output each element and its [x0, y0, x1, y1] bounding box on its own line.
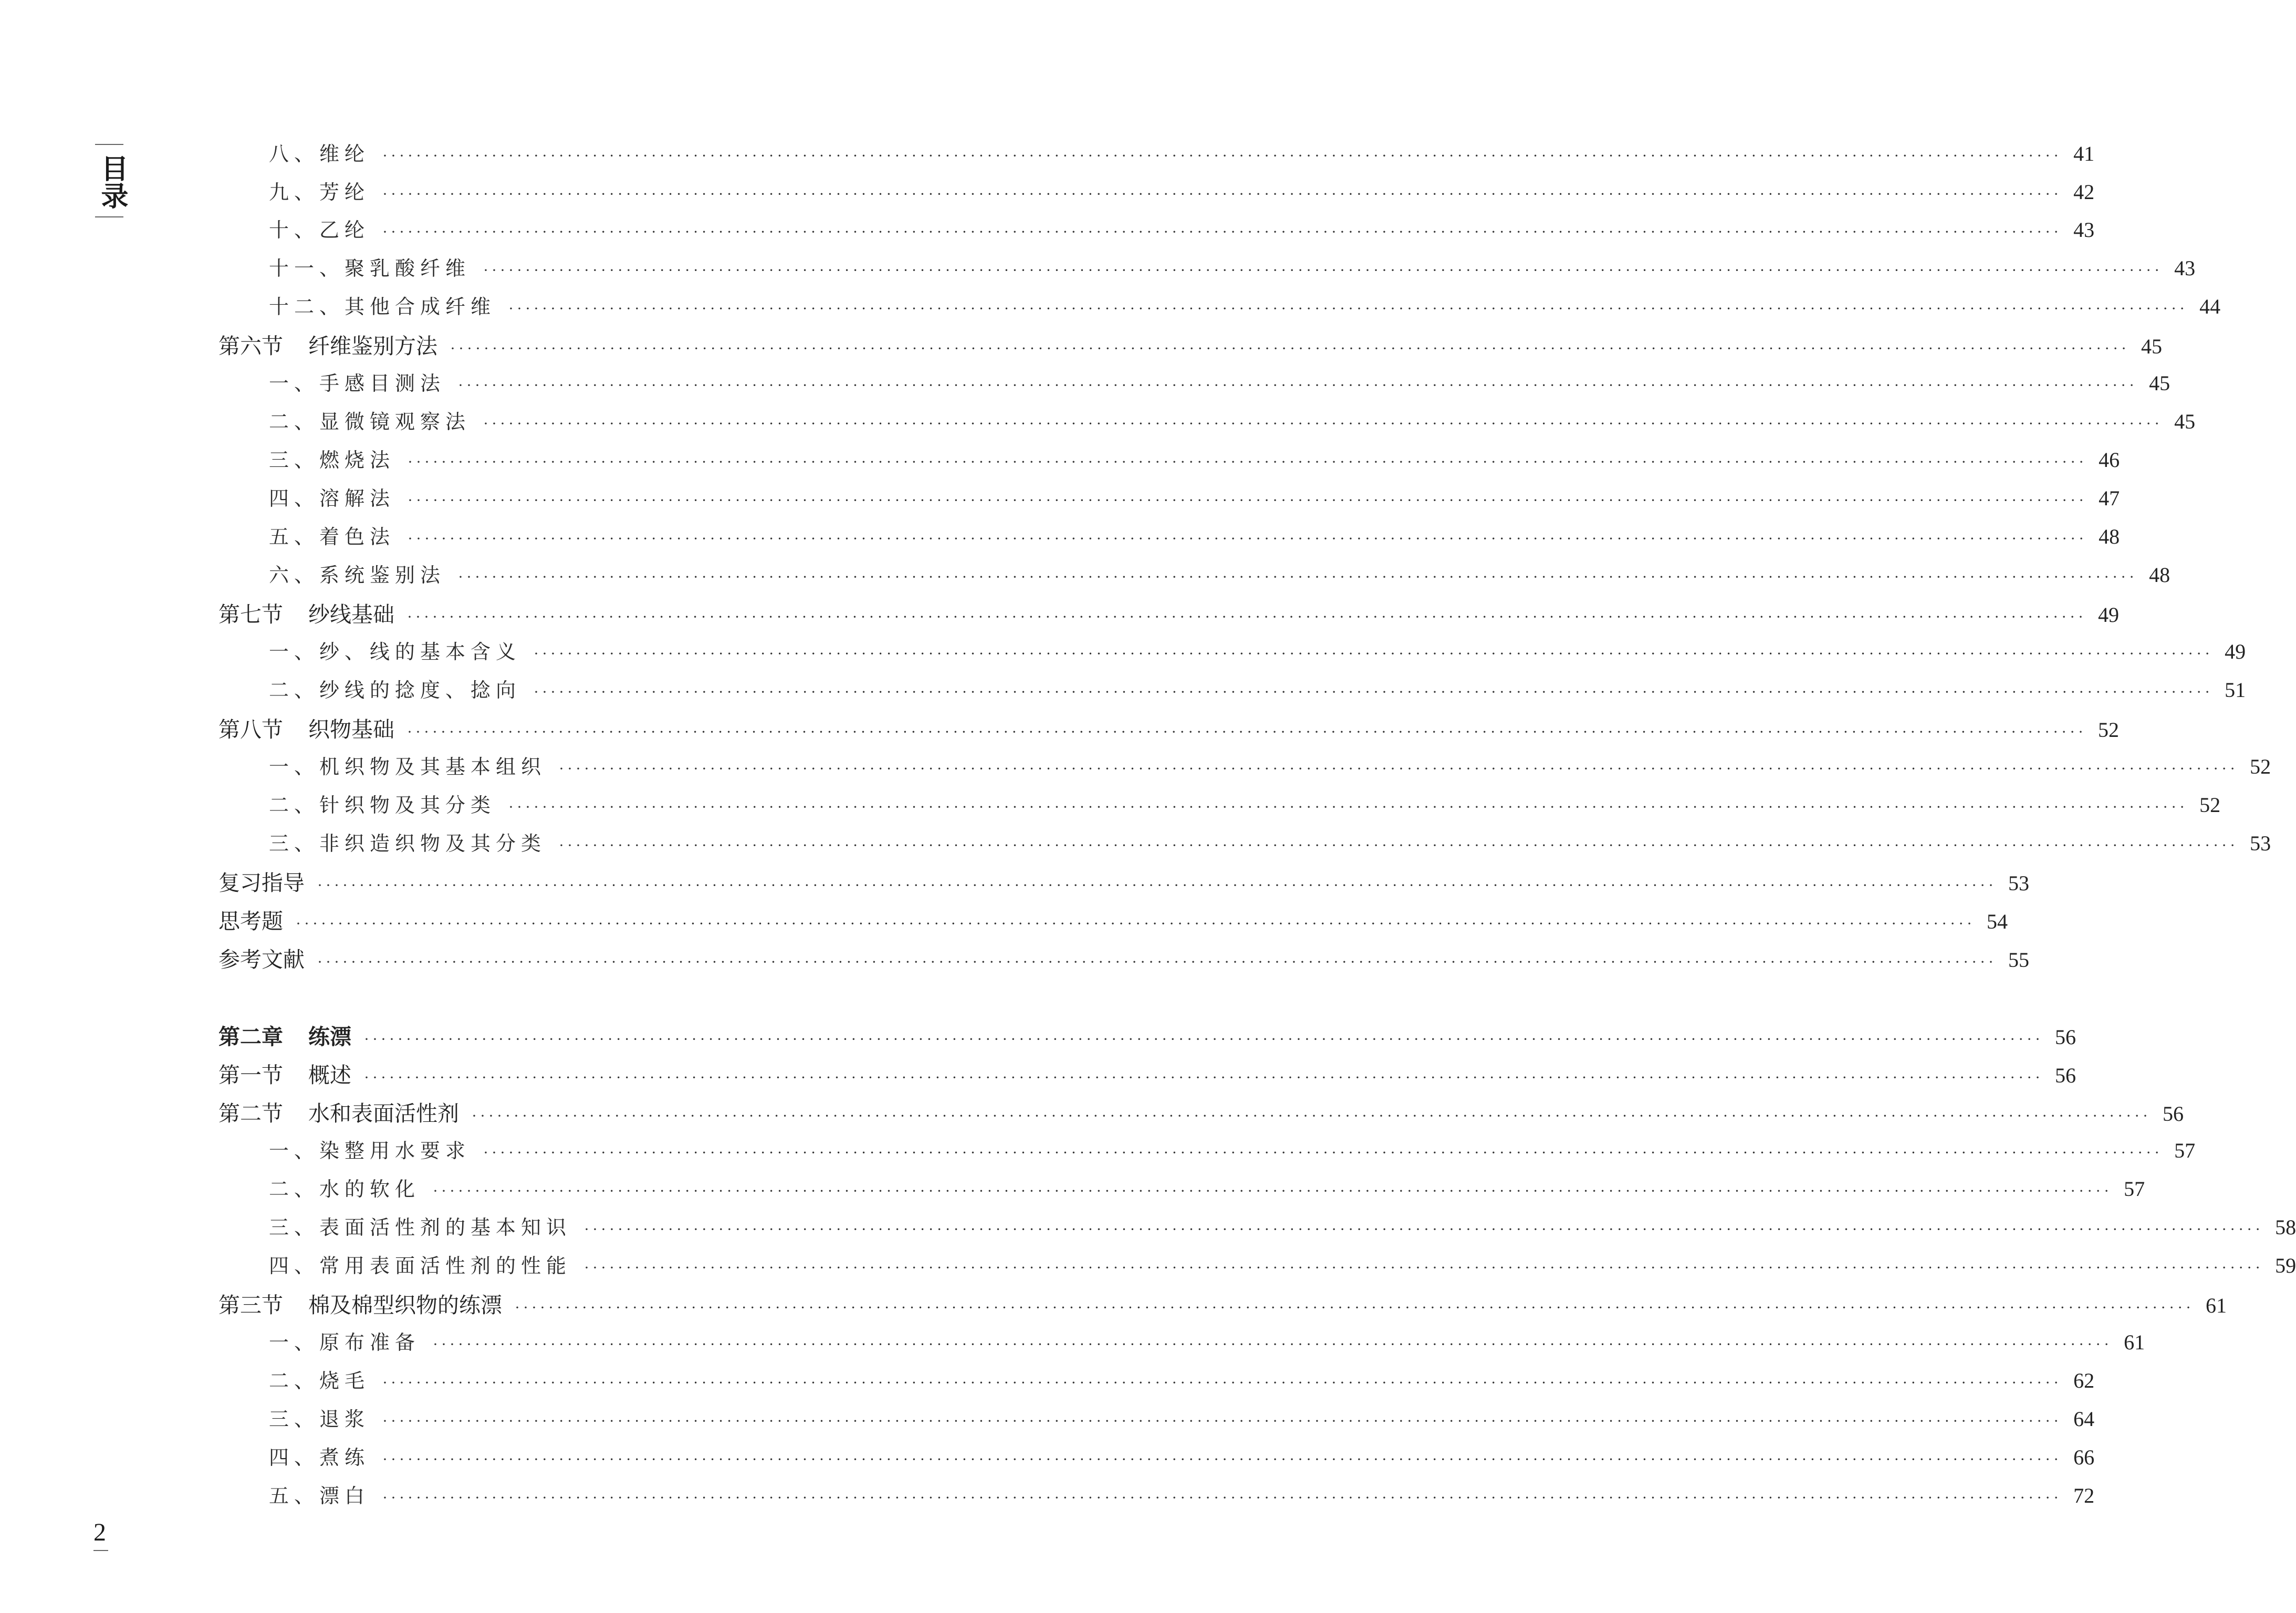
toc-entry-label: 复习指导: [218, 870, 305, 896]
toc-entry-label: [218, 597, 394, 628]
toc-entry[interactable]: [269, 1250, 2296, 1287]
toc-entry-page: 52: [2098, 718, 2120, 742]
toc-entry-page: 61: [2124, 1330, 2145, 1354]
leader-dots: ········································································································································································································: [559, 760, 2239, 777]
toc-entry-page: 52: [2250, 755, 2271, 778]
toc-entry[interactable]: [218, 597, 2120, 635]
leader-dots: ········································································································································································································: [382, 1374, 2062, 1391]
toc-entry-label: 四、溶解法: [269, 487, 395, 510]
toc-entry-number: 第一节: [218, 1063, 283, 1088]
toc-entry-number: 第三节: [218, 1293, 283, 1318]
toc-entry[interactable]: [269, 482, 2120, 520]
toc-entry[interactable]: [269, 214, 2095, 252]
toc-entry-label: 三、非织造织物及其分类: [269, 832, 547, 855]
toc-entry-label: 三、燃烧法: [269, 449, 395, 472]
toc-entry-label: 一、手感目测法: [269, 372, 446, 395]
toc-entry[interactable]: [269, 559, 2170, 597]
leader-dots: ········································································································································································································: [450, 340, 2130, 357]
toc-entry-page: 62: [2073, 1369, 2095, 1392]
leader-dots: ········································································································································································································: [382, 1412, 2062, 1430]
toc-entry-label: 二、显微镜观察法: [269, 410, 471, 433]
leader-dots: ········································································································································································································: [382, 223, 2062, 241]
toc-entry[interactable]: [269, 444, 2120, 482]
toc-entry-label: [218, 329, 437, 360]
toc-entry-page: 45: [2174, 410, 2196, 433]
toc-entry-label: 二、水的软化: [269, 1178, 421, 1201]
toc-entry-title: 纤维鉴别方法: [308, 334, 437, 359]
page-number: [93, 1518, 108, 1551]
toc-entry-label: 三、表面活性剂的基本知识: [269, 1216, 572, 1239]
leader-dots: ········································································································································································································: [317, 877, 1997, 894]
toc-entry[interactable]: [269, 1135, 2196, 1172]
toc-entry-page: 45: [2141, 335, 2163, 358]
toc-entry-page: 41: [2073, 142, 2095, 165]
toc-entry[interactable]: [269, 1480, 2095, 1517]
toc-entry-label: 六、系统鉴别法: [269, 564, 446, 587]
side-title-text: 目录: [96, 154, 128, 209]
leader-dots: ········································································································································································································: [382, 147, 2062, 164]
toc-entry-label: 一、纱、线的基本含义: [269, 640, 521, 663]
leader-dots: ········································································································································································································: [433, 1182, 2113, 1200]
leader-dots: ········································································································································································································: [584, 1259, 2264, 1276]
leader-dots: ········································································································································································································: [508, 300, 2188, 317]
toc-entry-label: 八、维纶: [269, 142, 370, 165]
toc-entry[interactable]: [269, 1211, 2296, 1249]
toc-entry-label: 九、芳纶: [269, 181, 370, 204]
toc-entry-label: 二、纱线的捻度、捻向: [269, 679, 521, 702]
leader-dots: ········································································································································································································: [534, 645, 2214, 662]
toc-entry-label: 五、着色法: [269, 525, 395, 548]
toc-entry[interactable]: [269, 521, 2120, 558]
toc-entry-label: [218, 712, 394, 743]
toc-entry[interactable]: [269, 674, 2246, 712]
toc-entry[interactable]: [269, 1441, 2095, 1479]
toc-entry-label: 四、煮练: [269, 1446, 370, 1469]
toc-entry-page: 48: [2149, 563, 2170, 587]
toc-entry-page: 51: [2225, 678, 2246, 702]
toc-entry[interactable]: [218, 329, 2163, 367]
leader-dots: ········································································································································································································: [472, 1107, 2152, 1125]
toc-entry-page: 46: [2099, 448, 2120, 472]
toc-entry-page: 72: [2073, 1484, 2095, 1507]
toc-entry[interactable]: [218, 942, 2030, 980]
toc-entry-title: 织物基础: [308, 717, 394, 742]
toc-entry-label: 十一、聚乳酸纤维: [269, 257, 471, 280]
toc-entry-label: 二、烧毛: [269, 1369, 370, 1392]
toc-entry-number: 第六节: [218, 334, 283, 359]
leader-dots: ········································································································································································································: [508, 798, 2188, 816]
toc-entry-page: 64: [2073, 1407, 2095, 1431]
toc-entry[interactable]: [269, 138, 2095, 175]
toc-entry[interactable]: [269, 1173, 2145, 1211]
toc-entry[interactable]: [269, 751, 2271, 788]
leader-dots: ········································································································································································································: [408, 530, 2088, 547]
toc-entry[interactable]: [218, 712, 2120, 750]
toc-entry-label: [218, 1019, 351, 1050]
toc-entry[interactable]: [218, 1096, 2184, 1134]
toc-entry[interactable]: [218, 904, 2008, 942]
toc-entry-label: 一、机织物及其基本组织: [269, 755, 547, 778]
toc-entry-page: 49: [2098, 603, 2120, 627]
toc-entry[interactable]: [218, 1058, 2076, 1096]
toc-entry-label: 一、原布准备: [269, 1331, 421, 1354]
toc-entry-page: 56: [2055, 1064, 2076, 1087]
toc-entry-page: 66: [2073, 1445, 2095, 1469]
toc-entry-page: 43: [2073, 218, 2095, 242]
toc-entry-number: 第八节: [218, 717, 283, 742]
toc-entry-label: [218, 1288, 502, 1319]
toc-entry-number: 第二节: [218, 1101, 283, 1126]
leader-dots: ········································································································································································································: [534, 683, 2214, 701]
leader-dots: ········································································································································································································: [382, 185, 2062, 203]
leader-dots: ········································································································································································································: [364, 1031, 2044, 1048]
toc-entry-page: 43: [2174, 256, 2196, 280]
toc-entry-title: 水和表面活性剂: [308, 1101, 459, 1126]
toc-entry-page: 57: [2174, 1139, 2196, 1162]
toc-entry[interactable]: [269, 176, 2095, 214]
toc-entry-label: 参考文献: [218, 947, 305, 972]
toc-entry[interactable]: [218, 866, 2030, 903]
leader-dots: ········································································································································································································: [296, 915, 1976, 932]
toc-entry[interactable]: [269, 1326, 2145, 1364]
toc-entry-page: 47: [2099, 486, 2120, 510]
leader-dots: ········································································································································································································: [483, 262, 2163, 279]
toc-entry[interactable]: [218, 1288, 2227, 1326]
toc-entry-page: 44: [2199, 295, 2221, 318]
toc-entry[interactable]: [269, 636, 2246, 673]
toc-entry-page: 54: [1987, 910, 2008, 933]
toc-entry[interactable]: [218, 1019, 2076, 1057]
toc-entry[interactable]: [269, 1403, 2095, 1441]
toc-entry-number: 第七节: [218, 602, 283, 627]
toc-entry-label: 四、常用表面活性剂的性能: [269, 1254, 572, 1277]
toc-entry-title: 棉及棉型织物的练漂: [308, 1293, 502, 1318]
leader-dots: ········································································································································································································: [364, 1069, 2044, 1086]
leader-dots: ········································································································································································································: [483, 1144, 2163, 1161]
toc-entry[interactable]: [269, 290, 2221, 328]
leader-dots: ········································································································································································································: [407, 608, 2087, 626]
leader-dots: ········································································································································································································: [458, 568, 2138, 586]
toc-entry-page: 53: [2250, 831, 2271, 855]
toc-entry-label: 思考题: [218, 909, 283, 934]
leader-dots: ········································································································································································································: [408, 492, 2088, 509]
toc-entry-title: 练漂: [308, 1024, 351, 1049]
toc-entry-page: 56: [2163, 1102, 2184, 1126]
toc-entry-page: 57: [2124, 1177, 2145, 1201]
toc-entry-page: 45: [2149, 371, 2170, 395]
toc-entry[interactable]: [269, 405, 2196, 443]
toc-entry-page: 53: [2008, 871, 2030, 895]
toc-entry-label: [218, 1058, 351, 1089]
leader-dots: ········································································································································································································: [515, 1299, 2195, 1316]
toc-entry-label: 十二、其他合成纤维: [269, 295, 496, 318]
toc-entry-page: 48: [2099, 525, 2120, 548]
toc-entry-page: 55: [2008, 948, 2030, 972]
leader-dots: ········································································································································································································: [407, 723, 2087, 741]
toc-entry-label: 十、乙纶: [269, 218, 370, 242]
toc-entry-label: 五、漂白: [269, 1484, 370, 1507]
toc-entry-title: 概述: [308, 1063, 351, 1088]
toc-entry-page: 59: [2275, 1254, 2296, 1277]
toc-entry-page: 49: [2225, 640, 2246, 663]
toc-entry-page: 61: [2206, 1294, 2227, 1317]
side-title-bottom-rule: [95, 216, 123, 217]
toc-entry-number: 第二章: [218, 1024, 283, 1049]
toc-entry[interactable]: [269, 367, 2170, 405]
toc-entry-page: 42: [2073, 180, 2095, 204]
leader-dots: ········································································································································································································: [408, 453, 2088, 471]
toc-entry-page: 52: [2199, 793, 2221, 817]
leader-dots: ········································································································································································································: [433, 1336, 2113, 1353]
toc-entry-label: 三、退浆: [269, 1408, 370, 1431]
leader-dots: ········································································································································································································: [317, 953, 1997, 971]
toc-entry[interactable]: [269, 827, 2271, 865]
toc-entry-page: 56: [2055, 1025, 2076, 1049]
toc-entry-title: 纱线基础: [308, 602, 394, 627]
toc-entry-label: 二、针织物及其分类: [269, 794, 496, 817]
toc-entry-label: 一、染整用水要求: [269, 1139, 471, 1162]
toc-entry-label: [218, 1096, 459, 1127]
toc-entry[interactable]: [269, 789, 2221, 827]
page-number-text: 2: [93, 1518, 106, 1546]
leader-dots: ········································································································································································································: [382, 1451, 2062, 1468]
toc-entry-page: 58: [2275, 1215, 2296, 1239]
leader-dots: ········································································································································································································: [559, 837, 2239, 854]
page-number-rule: [93, 1550, 108, 1551]
toc-entry[interactable]: [269, 1365, 2095, 1402]
side-title: [95, 144, 128, 217]
leader-dots: ········································································································································································································: [382, 1489, 2062, 1506]
toc-entry[interactable]: [269, 252, 2196, 290]
leader-dots: ········································································································································································································: [483, 415, 2163, 432]
leader-dots: ········································································································································································································: [458, 377, 2138, 394]
leader-dots: ········································································································································································································: [584, 1221, 2264, 1238]
